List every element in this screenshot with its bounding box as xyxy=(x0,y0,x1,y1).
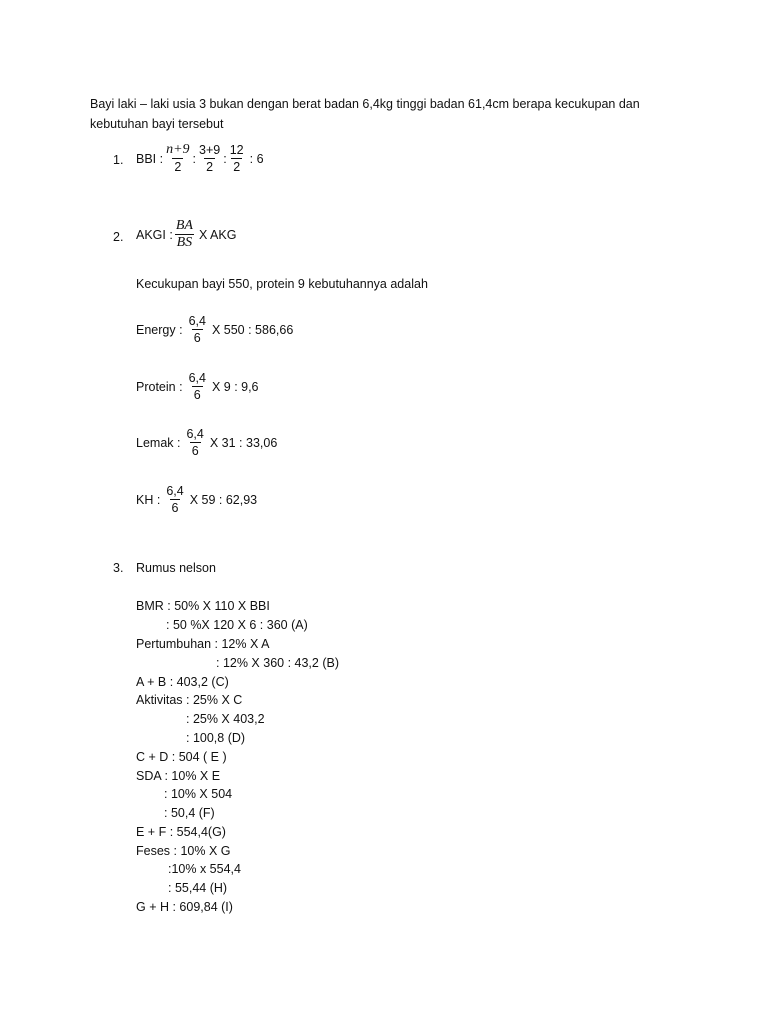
kh-denominator: 6 xyxy=(171,501,179,515)
energy-denominator: 6 xyxy=(193,331,201,345)
akgi-fraction-numerator: BA xyxy=(175,218,193,233)
nelson-line: : 10% X 504 xyxy=(164,787,233,801)
bbi-separator-1: : xyxy=(192,151,197,166)
bbi-fraction-3 xyxy=(228,142,246,175)
nelson-line: E + F : 554,4(G) xyxy=(136,825,226,839)
nelson-line: Feses : 10% X G xyxy=(136,844,231,858)
nelson-line: : 100,8 (D) xyxy=(186,731,246,745)
nelson-line: : 50,4 (F) xyxy=(164,806,215,820)
bbi-result: : 6 xyxy=(249,151,264,166)
item-3-number: 3. xyxy=(113,561,124,575)
nelson-line: SDA : 10% X E xyxy=(136,769,221,783)
lemak-tail: X 31 : 33,06 xyxy=(209,435,278,450)
protein-tail: X 9 : 9,6 xyxy=(211,379,259,394)
bbi-fraction-1 xyxy=(164,142,191,175)
kecukupan-note: Kecukupan bayi 550, protein 9 kebutuhannya adalah xyxy=(136,277,428,291)
akgi-label: AKGI : xyxy=(136,227,173,242)
energy-label: Energy : xyxy=(136,322,183,337)
nelson-line: : 12% X 360 : 43,2 (B) xyxy=(216,656,339,670)
kh-row xyxy=(136,483,257,516)
energy-numerator: 6,4 xyxy=(188,314,206,328)
nelson-line: Aktivitas : 25% X C xyxy=(136,693,243,707)
protein-row xyxy=(136,370,259,403)
nelson-line: G + H : 609,84 (I) xyxy=(136,900,233,914)
nelson-line: Pertumbuhan : 12% X A xyxy=(136,637,270,651)
bbi-label: BBI : xyxy=(136,151,164,166)
protein-denominator: 6 xyxy=(193,388,201,402)
energy-row xyxy=(136,313,293,346)
akgi-fraction xyxy=(174,218,195,251)
nelson-line: : 50 %X 120 X 6 : 360 (A) xyxy=(166,618,308,632)
bbi-fraction-2-numerator: 3+9 xyxy=(199,143,221,157)
lemak-numerator: 6,4 xyxy=(186,427,204,441)
nelson-line: C + D : 504 ( E ) xyxy=(136,750,227,764)
bbi-fraction-2 xyxy=(197,142,222,175)
kh-label: KH : xyxy=(136,492,161,507)
kh-fraction xyxy=(164,483,185,516)
nelson-line: A + B : 403,2 (C) xyxy=(136,675,229,689)
lemak-denominator: 6 xyxy=(191,444,199,458)
protein-fraction xyxy=(187,370,208,403)
bbi-fraction-3-numerator: 12 xyxy=(229,143,244,157)
energy-fraction xyxy=(187,313,208,346)
nelson-line: BMR : 50% X 110 X BBI xyxy=(136,599,270,613)
akgi-tail: X AKG xyxy=(198,227,237,242)
item-1-number: 1. xyxy=(113,153,124,167)
energy-tail: X 550 : 586,66 xyxy=(211,322,294,337)
lemak-label: Lemak : xyxy=(136,435,181,450)
bbi-fraction-1-denominator: 2 xyxy=(174,160,182,174)
nelson-line: :10% x 554,4 xyxy=(168,862,241,876)
intro-paragraph: Bayi laki – laki usia 3 bukan dengan berat badan 6,4kg tinggi badan 61,4cm berapa kecukupan dan kebutuhan bayi tersebut xyxy=(90,97,640,131)
kh-numerator: 6,4 xyxy=(166,484,184,498)
bbi-fraction-2-denominator: 2 xyxy=(206,160,214,174)
bbi-separator-2: : xyxy=(223,151,227,166)
kh-tail: X 59 : 62,93 xyxy=(189,492,258,507)
bbi-fraction-1-numerator: n+9 xyxy=(166,142,190,157)
akgi-formula xyxy=(136,218,236,251)
protein-numerator: 6,4 xyxy=(188,371,206,385)
nelson-line: : 55,44 (H) xyxy=(168,881,228,895)
lemak-row xyxy=(136,426,277,459)
akgi-fraction-denominator: BS xyxy=(176,235,193,250)
nelson-line: : 25% X 403,2 xyxy=(186,712,265,726)
item-2-number: 2. xyxy=(113,230,124,244)
bbi-fraction-3-denominator: 2 xyxy=(233,160,241,174)
rumus-nelson-title: Rumus nelson xyxy=(136,561,216,575)
lemak-fraction xyxy=(184,426,205,459)
bbi-formula xyxy=(136,142,264,175)
protein-label: Protein : xyxy=(136,379,183,394)
